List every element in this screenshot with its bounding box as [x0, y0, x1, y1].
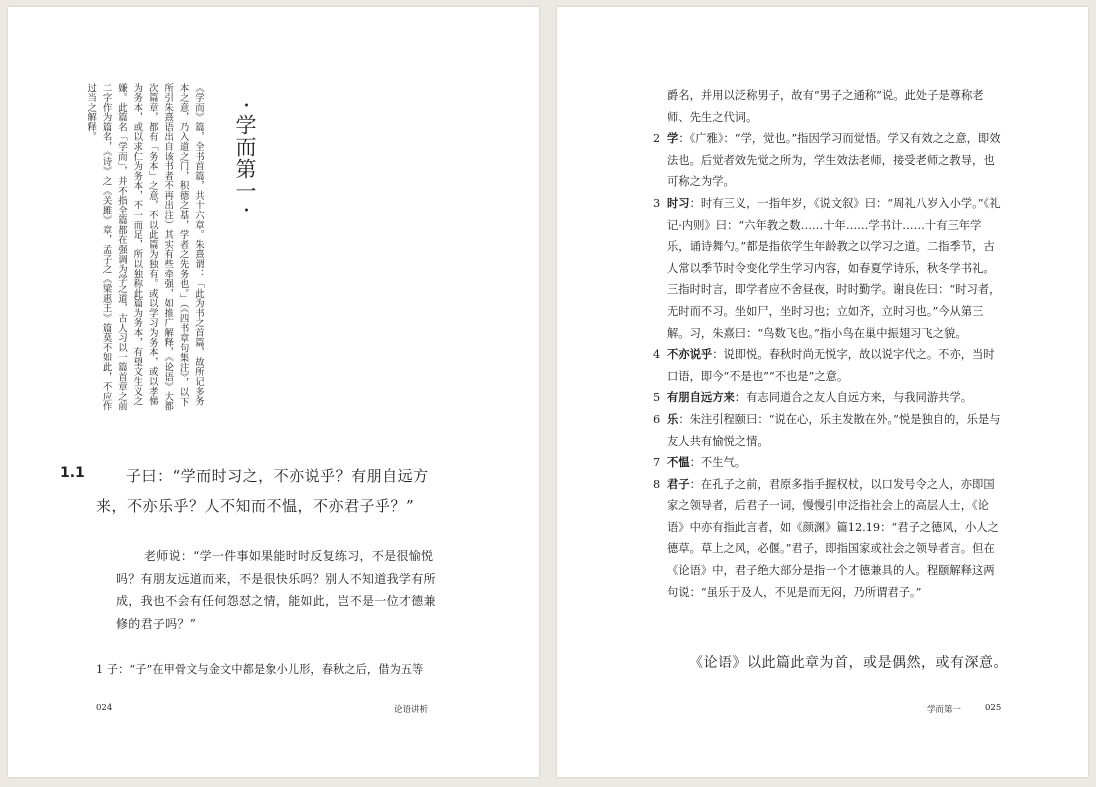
left-page: [8, 7, 539, 777]
notes-list: [653, 85, 1003, 603]
note-item: [653, 409, 1003, 452]
right-page: [557, 7, 1088, 777]
original-text: 子曰：“学而时习之，不亦说乎？有朋自远方来，不亦乐乎？人不知而不愠，不亦君子乎？”: [96, 467, 429, 515]
note-text: ：朱注引程颐曰：“说在心，乐主发散在外。”悦是独自的，乐是与友人共有愉悦之情。: [667, 412, 1001, 448]
note-number: 3: [653, 196, 661, 210]
translation-text: 老师说：“学一件事如果能时时反复练习，不是很愉悦吗？有朋友远道而来，不是很快乐吗？别人不知道我学有所成，我也不会有任何怨怼之情，能如此，岂不是一位才德兼修的君子吗？”: [116, 549, 436, 631]
note-item: [653, 452, 1003, 474]
note-item: [653, 387, 1003, 409]
note-number: 6: [653, 412, 661, 426]
note-term: 时习: [667, 195, 690, 210]
note-1: 1 子：“子”在甲骨文与金文中都是象小儿形，春秋之后，借为五等: [96, 663, 424, 676]
note-term: 有朋自远方来: [667, 390, 735, 405]
note-item: [653, 193, 1003, 344]
footer-section-title: 学而第一: [927, 705, 962, 715]
note-text: ：在孔子之前，君原多指手握权杖，以口发号令之人，亦即国家之领导者，后君子一词，慢慢引申泛指社会上的高层人士，《论语》中亦有指此言者，如《颜渊》篇12.19：“君子之德风，小人之德草。草上之风，必偃。”君子，即指国家或社会之领导者言。但在《论语》中，君子绝大部分是指一个才德兼具的人。程颐解释这两句说：“虽乐于及人，不见是而无闷，乃所谓君子。”: [667, 477, 999, 599]
commentary-text: 《论语》以此篇此章为首，或是偶然，或有深意。: [689, 655, 1008, 671]
note-text: ：不生气。: [689, 456, 747, 470]
note-item: [653, 474, 1003, 604]
footer-page-number: 024: [96, 703, 113, 713]
note-term: 乐: [667, 411, 679, 426]
note-number: 8: [653, 477, 661, 491]
note-number: 5: [653, 391, 661, 405]
section-number: 1.1: [60, 465, 85, 481]
title-dot-top: ・: [236, 97, 255, 114]
note-item: [653, 344, 1003, 387]
note-text: ：《广雅》：“学，觉也。”指因学习而觉悟。学又有效之之意，即效法也。后觉者效先觉之所为，学生效法老师，接受老师之教导，也可称之为学。: [667, 132, 1001, 189]
footer-book-title: 论语讲析: [394, 705, 429, 715]
title-dot-bottom: ・: [236, 202, 255, 219]
chapter-title: [234, 97, 255, 219]
note-number: 2: [653, 132, 661, 146]
note-term: 不愠: [667, 455, 690, 470]
chapter-intro: [54, 83, 206, 413]
note-item: [653, 128, 1003, 193]
note-text: ：有志同道合之友人自远方来，与我同游共学。: [734, 391, 973, 405]
note-number: 7: [653, 456, 661, 470]
chapter-intro-text: 《学而》篇，全书首篇，共十六章。朱熹谓：「此为书之首篇，故所记多务本之意，乃入道之门，积德之基，学者之先务也。」（《四书章句集注》，以下所引朱熹语出自该书者不再出注）其实有些牵强，如推广解释，《论语》大都次篇章，都有「务本」之意，不以此篇为独有。或以学习为务本，或以孝悌为务本，或以求仁为务本，不一而足，所以独称此篇为务本，有望文生义之嫌。此篇名「学而」，并不指全篇都在强调为学之道，古人习以一篇首章之前二字作为篇名，《诗》之《关雎》章，孟子之《梁惠王》篇莫不如此，不应作过当之解释。: [85, 83, 204, 412]
note-text: ：时有三义，一指年岁，《说文叙》曰：“周礼八岁入小学。”《礼记·内则》曰：“六年教之数……十年……学书计……十有三年学乐，诵诗舞勺。”都是指依学生年龄教之以学习之道。二指季节，古人常以季节时令变化学生学习内容，如春夏学诗乐，秋冬学书礼。三指时时言，即学者应不舍昼夜，时时勤学。谢良佐曰：“时习者，无时而不习。坐如尸，坐时习也；立如齐，立时习也。”今从第三解。习，朱熹曰：“鸟数飞也。”指小鸟在巢中振翅习飞之貌。: [667, 196, 1001, 340]
chapter-title-text: 学而第一: [233, 114, 257, 202]
note-number: 4: [653, 348, 661, 362]
footer-page-number: 025: [985, 703, 1002, 713]
note-1-continued: 爵名，并用以泛称男子，故有“男子之通称”说。此处子是尊称老师、先生之代词。: [667, 89, 984, 124]
note-text: ：说即悦。春秋时尚无悦字，故以说字代之。不亦，当时口语，即今“不是也”“不也是”之意。: [667, 348, 995, 383]
note-term: 君子: [667, 476, 690, 491]
note-term: 不亦说乎: [667, 347, 713, 362]
note-term: 学: [667, 131, 679, 146]
